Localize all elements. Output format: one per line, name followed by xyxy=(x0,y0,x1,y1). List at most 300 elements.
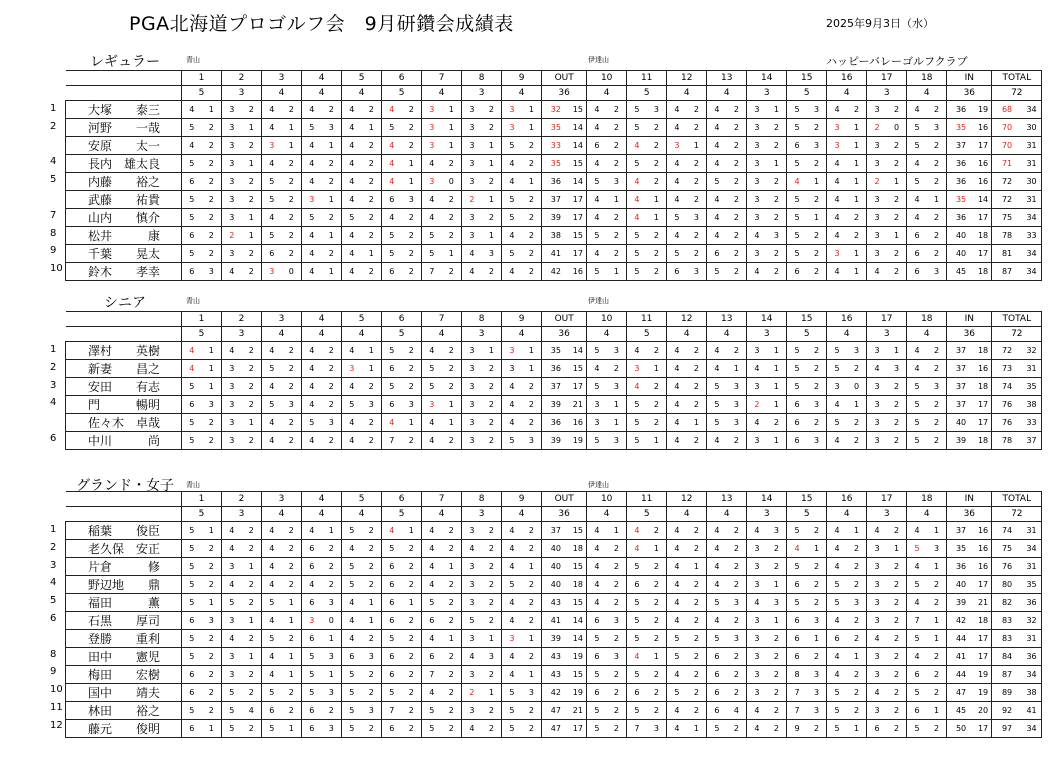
player-row xyxy=(66,245,1042,263)
hole-score: 4 xyxy=(262,378,282,396)
total-header: TOTAL xyxy=(992,71,1042,86)
out-putts: 21 xyxy=(570,396,587,414)
player-row xyxy=(66,227,1042,245)
hole-putts: 2 xyxy=(242,684,262,702)
hole-score: 4 xyxy=(707,522,727,540)
hole-putts: 2 xyxy=(887,612,907,630)
hole-putts: 1 xyxy=(647,360,667,378)
hole-putts: 2 xyxy=(202,155,222,173)
grand-total: 70 xyxy=(992,119,1022,137)
rank-number: 4 xyxy=(50,397,57,409)
hole-putts: 2 xyxy=(927,137,947,155)
hole-score: 5 xyxy=(262,227,282,245)
hole-putts: 2 xyxy=(442,594,462,612)
hole-putts: 1 xyxy=(687,414,707,432)
hole-putts: 2 xyxy=(607,558,627,576)
hole-score: 4 xyxy=(907,360,927,378)
hole-putts: 1 xyxy=(927,630,947,648)
player-name: 門 暢明 xyxy=(66,396,182,414)
grand-total: 68 xyxy=(992,101,1022,119)
hole-score: 3 xyxy=(502,101,522,119)
hole-number: 14 xyxy=(747,492,787,507)
player-name: 鈴木 孝幸 xyxy=(66,263,182,281)
in-putts: 17 xyxy=(975,396,992,414)
hole-score: 4 xyxy=(502,227,522,245)
hole-score: 3 xyxy=(222,414,242,432)
hole-putts: 2 xyxy=(887,378,907,396)
out-total: 41 xyxy=(542,612,570,630)
hole-score: 4 xyxy=(342,227,362,245)
par-value: 4 xyxy=(587,327,627,342)
hole-score: 5 xyxy=(627,396,647,414)
hole-putts: 2 xyxy=(402,432,422,450)
hole-putts: 1 xyxy=(887,173,907,191)
hole-putts: 2 xyxy=(362,666,382,684)
hole-putts: 2 xyxy=(647,173,667,191)
hole-putts: 2 xyxy=(887,576,907,594)
hole-score: 4 xyxy=(707,137,727,155)
hole-putts: 2 xyxy=(607,155,627,173)
hole-score: 4 xyxy=(422,684,442,702)
hole-number: 13 xyxy=(707,71,747,86)
hole-putts: 1 xyxy=(442,119,462,137)
hole-score: 5 xyxy=(827,360,847,378)
hole-putts: 2 xyxy=(647,137,667,155)
hole-score: 4 xyxy=(342,594,362,612)
hole-score: 4 xyxy=(867,263,887,281)
hole-putts: 2 xyxy=(442,155,462,173)
total-putts: 35 xyxy=(1022,576,1042,594)
hole-putts: 1 xyxy=(442,137,462,155)
hole-putts: 2 xyxy=(887,594,907,612)
hole-putts: 2 xyxy=(807,720,827,738)
hole-score: 3 xyxy=(462,396,482,414)
hole-score: 5 xyxy=(907,378,927,396)
hole-putts: 2 xyxy=(322,396,342,414)
hole-putts: 2 xyxy=(522,594,542,612)
hole-putts: 2 xyxy=(202,684,222,702)
hole-putts: 2 xyxy=(887,684,907,702)
hole-number: 3 xyxy=(262,492,302,507)
grand-total: 70 xyxy=(992,137,1022,155)
player-name: 中川 尚 xyxy=(66,432,182,450)
hole-putts: 2 xyxy=(687,666,707,684)
player-name: 石黒 厚司 xyxy=(66,612,182,630)
hole-score: 5 xyxy=(667,648,687,666)
hole-putts: 2 xyxy=(402,101,422,119)
hole-score: 3 xyxy=(867,558,887,576)
hole-score: 5 xyxy=(667,684,687,702)
out-putts: 15 xyxy=(570,666,587,684)
hole-score: 3 xyxy=(747,432,767,450)
hole-number: 8 xyxy=(462,312,502,327)
hole-number: 7 xyxy=(422,71,462,86)
hole-putts: 2 xyxy=(727,666,747,684)
hole-score: 3 xyxy=(462,576,482,594)
hole-score: 6 xyxy=(707,648,727,666)
hole-number: 9 xyxy=(502,71,542,86)
out-total: 32 xyxy=(542,101,570,119)
hole-score: 5 xyxy=(667,245,687,263)
hole-score: 5 xyxy=(382,540,402,558)
hole-putts: 1 xyxy=(607,191,627,209)
hole-score: 6 xyxy=(182,612,202,630)
hole-score: 3 xyxy=(827,378,847,396)
hole-putts: 2 xyxy=(482,378,502,396)
hole-score: 5 xyxy=(707,720,727,738)
hole-score: 4 xyxy=(262,666,282,684)
hole-putts: 2 xyxy=(647,245,667,263)
hole-score: 5 xyxy=(587,702,607,720)
hole-score: 5 xyxy=(222,720,242,738)
in-putts: 18 xyxy=(975,227,992,245)
hole-score: 3 xyxy=(462,209,482,227)
section-title: グランド・女子 xyxy=(76,478,174,494)
hole-putts: 2 xyxy=(927,720,947,738)
player-name: 長内 雄太良 xyxy=(66,155,182,173)
hole-putts: 2 xyxy=(482,414,502,432)
hole-score: 3 xyxy=(222,360,242,378)
hole-putts: 2 xyxy=(202,209,222,227)
player-name: 梅田 宏樹 xyxy=(66,666,182,684)
hole-score: 2 xyxy=(462,191,482,209)
hole-putts: 2 xyxy=(242,540,262,558)
name-header xyxy=(66,71,182,86)
hole-putts: 3 xyxy=(807,666,827,684)
par-value: 3 xyxy=(747,86,787,101)
in-total: 35 xyxy=(947,119,975,137)
hole-putts: 2 xyxy=(807,191,827,209)
hole-score: 5 xyxy=(262,594,282,612)
hole-putts: 2 xyxy=(322,101,342,119)
hole-putts: 2 xyxy=(887,209,907,227)
par-value: 5 xyxy=(182,507,222,522)
hole-putts: 2 xyxy=(242,378,262,396)
hole-score: 5 xyxy=(382,119,402,137)
hole-putts: 2 xyxy=(807,245,827,263)
rank-number: 2 xyxy=(50,541,57,553)
hole-putts: 2 xyxy=(687,173,707,191)
hole-score: 4 xyxy=(827,612,847,630)
out-total: 35 xyxy=(542,155,570,173)
hole-score: 5 xyxy=(422,227,442,245)
hole-score: 5 xyxy=(907,414,927,432)
hole-score: 4 xyxy=(302,396,322,414)
hole-putts: 2 xyxy=(807,576,827,594)
hole-score: 5 xyxy=(382,342,402,360)
grand-total: 74 xyxy=(992,522,1022,540)
hole-score: 3 xyxy=(222,648,242,666)
hole-score: 4 xyxy=(667,612,687,630)
player-name: 河野 一哉 xyxy=(66,119,182,137)
hole-score: 7 xyxy=(422,666,442,684)
hole-putts: 3 xyxy=(322,594,342,612)
hole-putts: 2 xyxy=(847,612,867,630)
hole-putts: 2 xyxy=(647,119,667,137)
hole-score: 5 xyxy=(907,396,927,414)
grand-total: 78 xyxy=(992,432,1022,450)
hole-putts: 2 xyxy=(607,137,627,155)
hole-putts: 3 xyxy=(767,522,787,540)
hole-score: 5 xyxy=(627,245,647,263)
hole-putts: 2 xyxy=(522,648,542,666)
hole-score: 4 xyxy=(827,227,847,245)
in-total: 42 xyxy=(947,612,975,630)
hole-putts: 1 xyxy=(807,630,827,648)
par-value: 5 xyxy=(787,86,827,101)
hole-putts: 2 xyxy=(442,720,462,738)
hole-putts: 1 xyxy=(607,414,627,432)
out-putts: 14 xyxy=(570,630,587,648)
hole-score: 3 xyxy=(747,191,767,209)
total-putts: 32 xyxy=(1022,612,1042,630)
hole-putts: 2 xyxy=(847,684,867,702)
player-row xyxy=(66,137,1042,155)
hole-score: 4 xyxy=(262,522,282,540)
hole-putts: 2 xyxy=(242,191,262,209)
hole-putts: 2 xyxy=(607,101,627,119)
out-putts: 14 xyxy=(570,173,587,191)
rank-number: 1 xyxy=(50,344,57,355)
hole-score: 4 xyxy=(907,558,927,576)
hole-putts: 2 xyxy=(647,414,667,432)
hole-putts: 0 xyxy=(847,378,867,396)
out-putts: 17 xyxy=(570,209,587,227)
player-row xyxy=(66,360,1042,378)
hole-score: 5 xyxy=(182,558,202,576)
hole-score: 4 xyxy=(747,594,767,612)
hole-putts: 2 xyxy=(482,522,502,540)
hole-putts: 1 xyxy=(522,173,542,191)
total-putts: 36 xyxy=(1022,648,1042,666)
hole-score: 5 xyxy=(707,414,727,432)
hole-score: 3 xyxy=(222,396,242,414)
hole-putts: 3 xyxy=(647,101,667,119)
hole-score: 4 xyxy=(342,101,362,119)
hole-putts: 1 xyxy=(767,360,787,378)
hole-putts: 2 xyxy=(767,191,787,209)
hole-score: 4 xyxy=(707,360,727,378)
hole-score: 4 xyxy=(747,414,767,432)
hole-score: 6 xyxy=(707,666,727,684)
hole-putts: 1 xyxy=(482,630,502,648)
hole-putts: 2 xyxy=(362,378,382,396)
hole-putts: 2 xyxy=(727,432,747,450)
out-total: 39 xyxy=(542,630,570,648)
hole-putts: 2 xyxy=(767,137,787,155)
hole-score: 3 xyxy=(747,378,767,396)
hole-putts: 2 xyxy=(202,227,222,245)
hole-putts: 2 xyxy=(362,684,382,702)
hole-score: 4 xyxy=(587,155,607,173)
hole-putts: 1 xyxy=(442,245,462,263)
hole-score: 4 xyxy=(382,155,402,173)
hole-putts: 2 xyxy=(242,432,262,450)
hole-score: 3 xyxy=(747,558,767,576)
hole-score: 4 xyxy=(747,702,767,720)
hole-putts: 1 xyxy=(807,173,827,191)
grand-total: 80 xyxy=(992,576,1022,594)
in-total: 35 xyxy=(947,540,975,558)
hole-putts: 2 xyxy=(887,414,907,432)
total-putts: 33 xyxy=(1022,227,1042,245)
player-row xyxy=(66,101,1042,119)
hole-score: 4 xyxy=(587,101,607,119)
total-putts: 38 xyxy=(1022,396,1042,414)
par-value: 4 xyxy=(422,327,462,342)
hole-score: 5 xyxy=(182,576,202,594)
hole-putts: 2 xyxy=(322,245,342,263)
hole-score: 6 xyxy=(587,612,607,630)
hole-putts: 2 xyxy=(522,137,542,155)
hole-putts: 2 xyxy=(442,522,462,540)
hole-score: 6 xyxy=(627,684,647,702)
course-out-label: 青山 xyxy=(186,56,200,64)
hole-score: 3 xyxy=(867,414,887,432)
total-header: TOTAL xyxy=(992,492,1042,507)
hole-putts: 1 xyxy=(607,522,627,540)
hole-number: 11 xyxy=(627,312,667,327)
hole-score: 5 xyxy=(827,594,847,612)
total-putts: 34 xyxy=(1022,245,1042,263)
hole-putts: 2 xyxy=(647,576,667,594)
hole-score: 5 xyxy=(627,612,647,630)
hole-putts: 2 xyxy=(767,245,787,263)
hole-putts: 2 xyxy=(847,558,867,576)
hole-putts: 3 xyxy=(807,702,827,720)
hole-score: 4 xyxy=(422,155,442,173)
hole-putts: 2 xyxy=(322,702,342,720)
hole-score: 5 xyxy=(182,245,202,263)
in-putts: 16 xyxy=(975,360,992,378)
hole-putts: 2 xyxy=(807,342,827,360)
hole-putts: 2 xyxy=(647,558,667,576)
hole-score: 5 xyxy=(182,648,202,666)
hole-score: 4 xyxy=(587,360,607,378)
hole-score: 4 xyxy=(262,540,282,558)
hole-putts: 2 xyxy=(482,101,502,119)
hole-putts: 2 xyxy=(442,378,462,396)
hole-putts: 1 xyxy=(647,540,667,558)
hole-score: 4 xyxy=(827,522,847,540)
in-putts: 21 xyxy=(975,594,992,612)
hole-putts: 2 xyxy=(402,119,422,137)
hole-putts: 1 xyxy=(402,155,422,173)
par-value: 4 xyxy=(907,327,947,342)
out-putts: 17 xyxy=(570,245,587,263)
hole-score: 4 xyxy=(302,378,322,396)
in-putts: 19 xyxy=(975,666,992,684)
hole-score: 4 xyxy=(627,191,647,209)
par-value: 4 xyxy=(502,86,542,101)
hole-putts: 2 xyxy=(522,540,542,558)
hole-putts: 1 xyxy=(522,630,542,648)
hole-score: 4 xyxy=(342,432,362,450)
hole-score: 5 xyxy=(787,594,807,612)
out-total: 37 xyxy=(542,378,570,396)
hole-putts: 2 xyxy=(607,684,627,702)
total-putts: 34 xyxy=(1022,720,1042,738)
hole-score: 6 xyxy=(422,612,442,630)
hole-putts: 2 xyxy=(647,594,667,612)
hole-putts: 2 xyxy=(647,702,667,720)
hole-score: 3 xyxy=(222,119,242,137)
hole-score: 6 xyxy=(787,576,807,594)
hole-score: 3 xyxy=(222,378,242,396)
hole-score: 5 xyxy=(182,191,202,209)
rank-number: 10 xyxy=(50,684,63,696)
hole-score: 4 xyxy=(827,101,847,119)
hole-score: 5 xyxy=(502,684,522,702)
hole-score: 6 xyxy=(382,612,402,630)
hole-putts: 2 xyxy=(687,101,707,119)
hole-putts: 2 xyxy=(727,540,747,558)
total-putts: 35 xyxy=(1022,378,1042,396)
hole-score: 3 xyxy=(342,360,362,378)
hole-putts: 2 xyxy=(522,191,542,209)
hole-score: 5 xyxy=(502,137,522,155)
hole-putts: 2 xyxy=(927,684,947,702)
hole-putts: 2 xyxy=(242,630,262,648)
hole-putts: 2 xyxy=(807,155,827,173)
hole-putts: 2 xyxy=(927,245,947,263)
in-total: 39 xyxy=(947,432,975,450)
hole-score: 5 xyxy=(302,414,322,432)
hole-score: 3 xyxy=(302,612,322,630)
hole-score: 5 xyxy=(502,720,522,738)
player-name: 武藤 祐貴 xyxy=(66,191,182,209)
grand-total: 97 xyxy=(992,720,1022,738)
hole-putts: 1 xyxy=(522,101,542,119)
hole-score: 5 xyxy=(827,576,847,594)
hole-score: 4 xyxy=(667,666,687,684)
hole-putts: 2 xyxy=(807,648,827,666)
hole-putts: 1 xyxy=(847,119,867,137)
hole-score: 4 xyxy=(422,342,442,360)
hole-score: 5 xyxy=(907,137,927,155)
par-value: 5 xyxy=(382,507,422,522)
hole-putts: 2 xyxy=(402,558,422,576)
hole-putts: 2 xyxy=(242,666,262,684)
hole-number: 4 xyxy=(302,312,342,327)
hole-score: 3 xyxy=(747,630,767,648)
hole-score: 5 xyxy=(707,378,727,396)
hole-putts: 1 xyxy=(767,342,787,360)
hole-score: 6 xyxy=(707,684,727,702)
hole-number: 15 xyxy=(787,71,827,86)
hole-putts: 2 xyxy=(282,227,302,245)
par-value: 4 xyxy=(262,327,302,342)
hole-score: 4 xyxy=(182,101,202,119)
hole-score: 4 xyxy=(302,360,322,378)
hole-putts: 2 xyxy=(282,342,302,360)
grand-total: 87 xyxy=(992,666,1022,684)
player-row xyxy=(66,119,1042,137)
hole-putts: 1 xyxy=(202,522,222,540)
hole-score: 4 xyxy=(827,648,847,666)
hole-score: 4 xyxy=(262,414,282,432)
hole-putts: 3 xyxy=(687,263,707,281)
par-out-total: 36 xyxy=(542,327,587,342)
out-putts: 21 xyxy=(570,702,587,720)
hole-number: 12 xyxy=(667,312,707,327)
in-putts: 16 xyxy=(975,155,992,173)
out-total: 39 xyxy=(542,432,570,450)
hole-number: 3 xyxy=(262,71,302,86)
hole-score: 5 xyxy=(262,191,282,209)
hole-putts: 2 xyxy=(402,702,422,720)
hole-putts: 2 xyxy=(282,155,302,173)
